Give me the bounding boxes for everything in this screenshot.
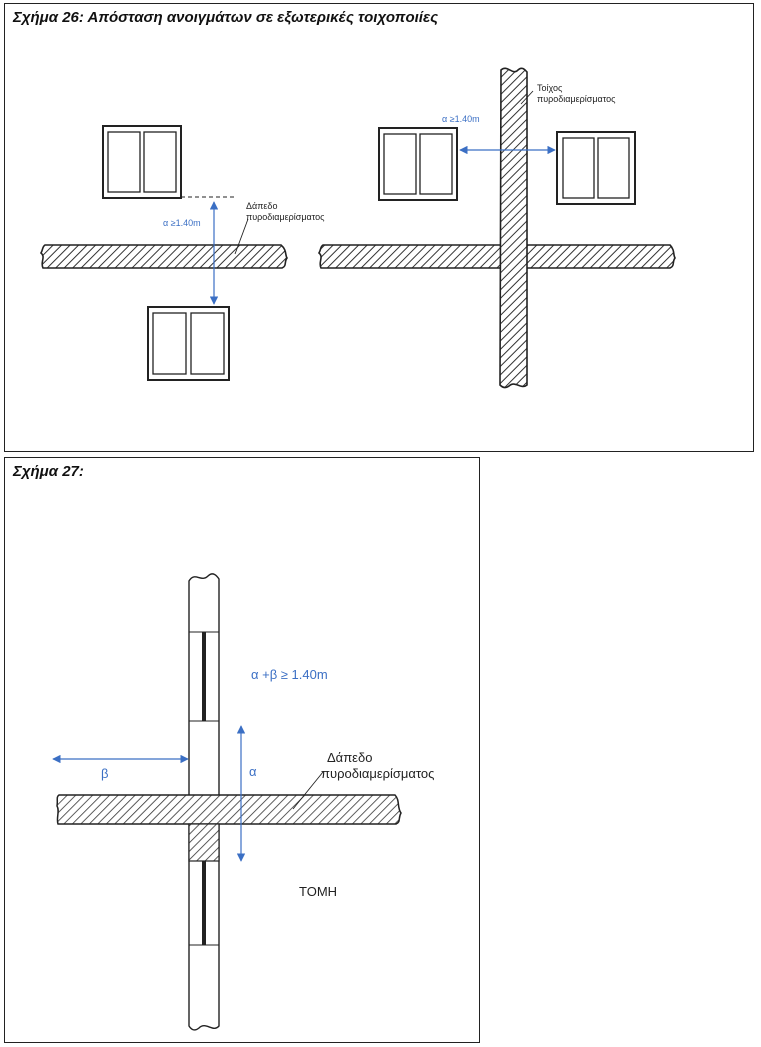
- left-dimension-label: α ≥1.40m: [163, 218, 201, 228]
- lower-window: [148, 307, 229, 380]
- alpha-label: α: [249, 764, 257, 779]
- figure-26-title: Σχήμα 26: Απόσταση ανοιγμάτων σε εξωτερικές τοιχοποιίες: [13, 9, 439, 26]
- right-wall-label-word1: Τοίχος: [537, 83, 563, 93]
- floor-label-line2: πυροδιαμερίσματος: [321, 766, 435, 781]
- right-wall-label-word2: πυροδιαμερίσματος: [537, 94, 616, 104]
- figure-27-title: Σχήμα 27:: [13, 463, 84, 480]
- figure-27-panel: [4, 457, 480, 1043]
- floor-label-line1: Δάπεδο: [327, 750, 373, 765]
- left-floor-label-word2: πυροδιαμερίσματος: [246, 212, 325, 222]
- formula-label: α +β ≥ 1.40m: [251, 667, 328, 682]
- fire-wall: [500, 68, 527, 387]
- left-floor-label-word1: Δάπεδο: [246, 201, 278, 211]
- right-wall-label: [537, 83, 616, 104]
- wall-spandrel: [189, 824, 219, 861]
- upper-window: [103, 126, 181, 198]
- right-left-window: [379, 128, 457, 200]
- right-right-window: [557, 132, 635, 204]
- floor-slab-right: [319, 245, 675, 268]
- beta-label: β: [101, 766, 109, 781]
- left-floor-label: [246, 201, 325, 222]
- figure-26-drawing: [5, 4, 755, 453]
- figure-26-panel: [4, 3, 754, 452]
- floor-slab-left: [41, 245, 287, 268]
- floor-slab: [57, 795, 401, 824]
- section-label: ΤΟΜΗ: [299, 884, 338, 899]
- right-dimension-label: α ≥1.40m: [442, 114, 480, 124]
- figure-27-drawing: [5, 458, 481, 1044]
